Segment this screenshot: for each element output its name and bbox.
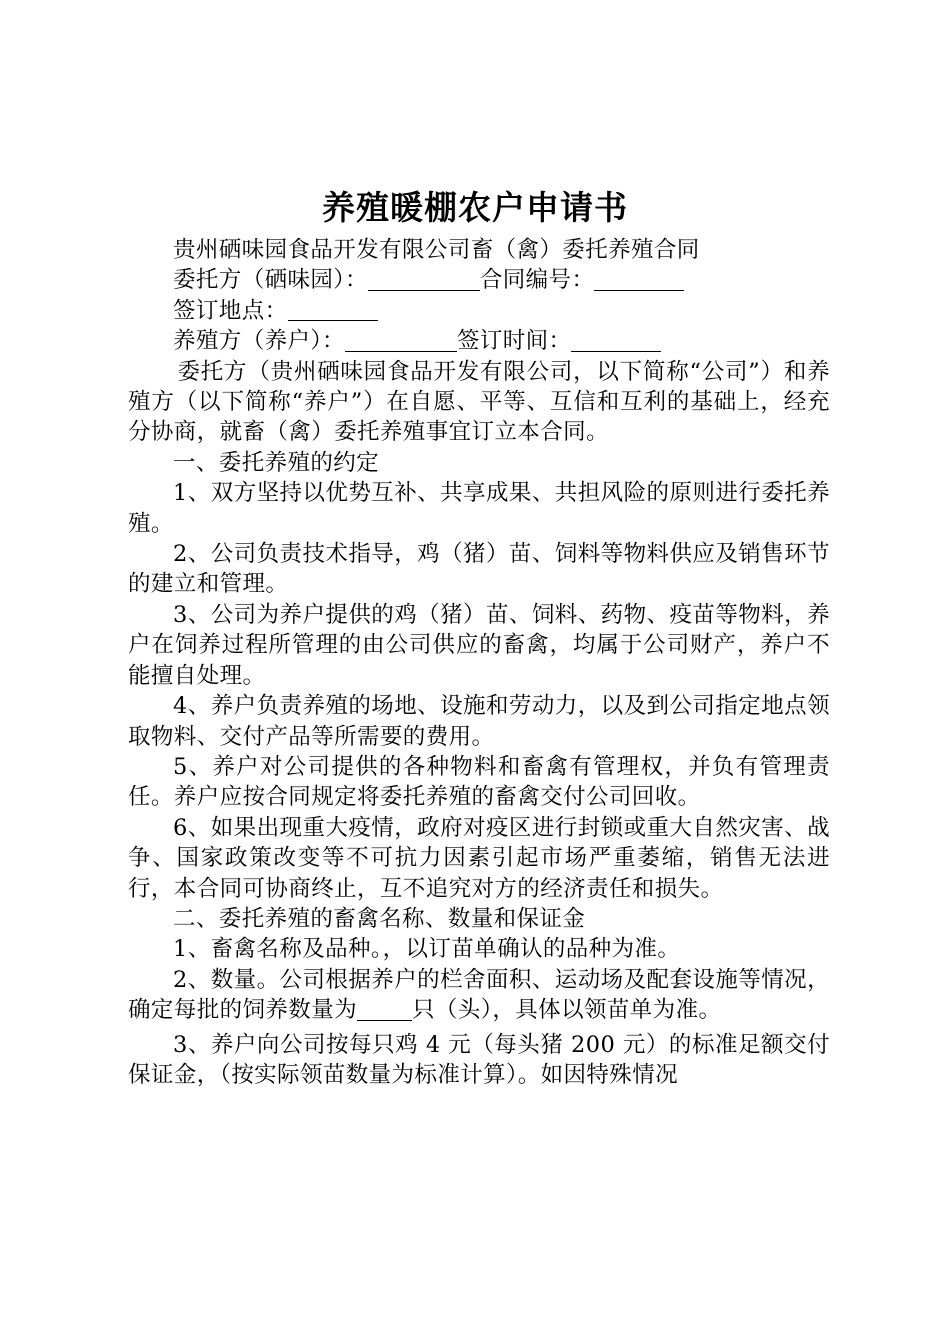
document-title: 养殖暖棚农户申请书	[322, 188, 628, 227]
section1-item: 6、如果出现重大疫情，政府对疫区进行封锁或重大自然灾害、战争、国家政策改变等不可抗力因素引起市场严重萎缩，销售无法进行，本合同可协商终止，互不追究对方的经济责任和损失。	[128, 814, 830, 902]
section1-item: 5、养户对公司提供的各种物料和畜禽有管理权，并负有管理责任。养户应按合同规定将委托养殖的畜禽交付公司回收。	[128, 753, 830, 811]
section1-heading: 一、委托养殖的约定	[173, 449, 380, 476]
client-line: 委托方（硒味园）： 合同编号：	[128, 265, 830, 295]
sign-place-line: 签订地点：	[128, 296, 830, 326]
section1-item: 1、双方坚持以优势互补、共享成果、共担风险的原则进行委托养殖。	[128, 480, 830, 537]
sign-place-blank	[288, 299, 378, 321]
contract-no-blank	[594, 268, 684, 290]
section2-heading: 二、委托养殖的畜禽名称、数量和保证金	[173, 905, 586, 932]
document-body	[128, 235, 830, 1090]
section2-item-3: 3、养户向公司按每只鸡 4 元（每头猪 200 元）的标准足额交付保证金，（按实际领苗数量为标准计算）。如因特殊情况	[128, 1031, 830, 1088]
section1-item: 4、养户负责养殖的场地、设施和劳动力，以及到公司指定地点领取物料、交付产品等所需要的费用。	[128, 693, 830, 750]
quantity-blank	[357, 998, 412, 1020]
section1-item: 3、公司为养户提供的鸡（猪）苗、饲料、药物、疫苗等物料，养户在饲养过程所管理的由公司供应的畜禽，均属于公司财产，养户不能擅自处理。	[128, 601, 830, 689]
section2-item-2: 2、数量。公司根据养户的栏舍面积、运动场及配套设施等情况，确定每批的饲养数量为 只（头），具体以领苗单为准。	[128, 966, 830, 1024]
sign-time-blank	[571, 329, 661, 351]
intro-paragraph: 委托方（贵州硒味园食品开发有限公司，以下简称“公司”）和养殖方（以下简称“养户”）在自愿、平等、互信和互利的基础上，经充分协商，就畜（禽）委托养殖事宜订立本合同。	[128, 358, 830, 446]
contract-name-line: 贵州硒味园食品开发有限公司畜（禽）委托养殖合同	[173, 237, 700, 263]
farmer-line: 养殖方（养户）： 签订时间：	[128, 326, 830, 356]
section2-item-1: 1、畜禽名称及品种。，以订苗单确认的品种为准。	[173, 936, 681, 963]
client-blank	[368, 268, 480, 290]
farmer-blank	[345, 329, 457, 351]
section1-item: 2、公司负责技术指导，鸡（猪）苗、饲料等物料供应及销售环节的建立和管理。	[128, 541, 830, 598]
